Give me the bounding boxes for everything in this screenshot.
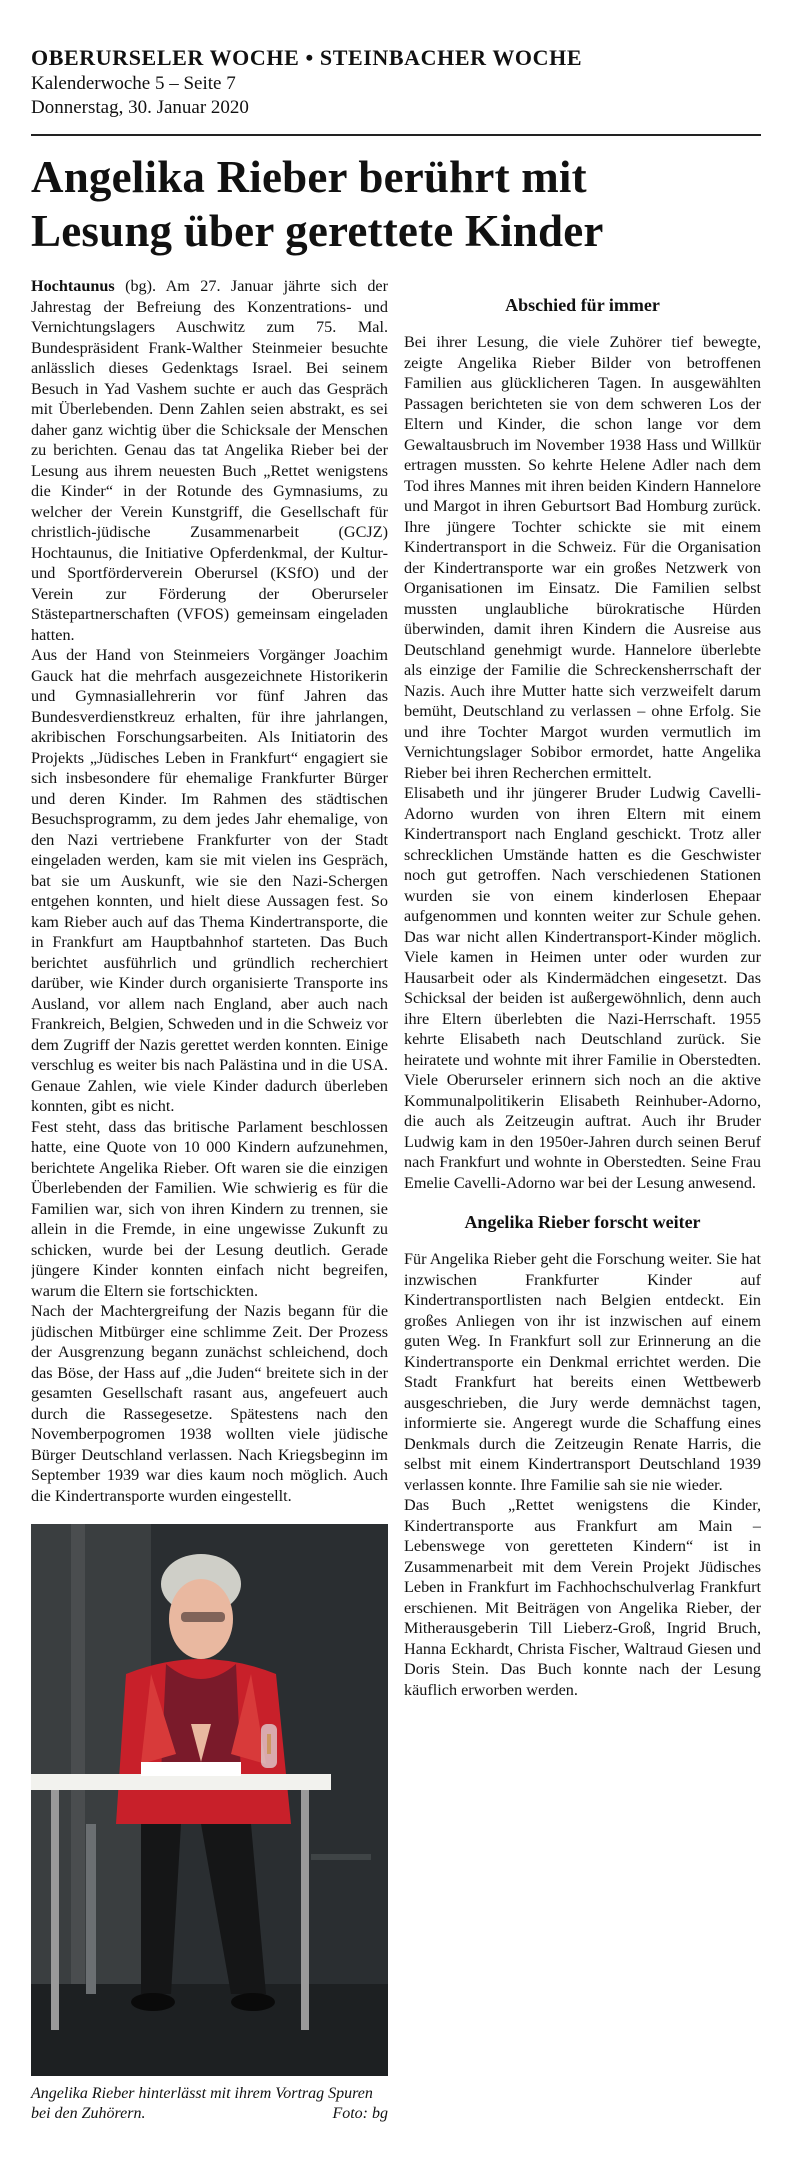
dateline-place: Hochtaunus [31,277,115,295]
article-paragraph: Fest steht, dass das britische Parlament beschlossen hatte, eine Quote von 10 000 Kindern aufzunehmen, berichtete Angelika Rieber. Oft waren sie die einzigen Überlebenden der Familien. Wie schwierig es für die Familien war, sich von ihren Kindern zu trennen, sie allein in die Fremde, in eine ungewisse Zukunft zu schicken, wurde bei der Lesung deutlich. Gerade jüngere Kinder konnten einfach nicht begreifen, warum die Eltern sie fortschickten. [31,1117,388,1300]
masthead [31,44,761,120]
article-paragraph: Elisabeth und ihr jüngerer Bruder Ludwig Cavelli-Adorno wurden von ihren Eltern mit einem Kindertransport nach England geschickt. Trotz aller schrecklichen Umstände hatten es die Geschwister noch gut getroffen. Nach verschiedenen Stationen wurden sie von einem kinderlosen Ehepaar aufgenommen und konnten weiter zur Schule gehen. Das war nicht allen Kindertransport-Kinder möglich. Viele kamen in Heimen unter oder wurden zur Hausarbeit oder als Kindermädchen eingesetzt. Das Schicksal der beiden ist außergewöhnlich, denn auch ihre Eltern überlebten die Nazi-Herrschaft. 1955 kehrte Elisabeth nach Deutschland zurück. Sie heiratete und wohnte mit ihrer Familie in Oberstedten. Viele Oberurseler erinnern sich noch an die aktive Kommunalpolitikerin Elisabeth Reinhuber-Adorno, die auch als Zeitzeugin auftrat. Auch ihr Bruder Ludwig kam in den 1950er-Jahren durch seinen Beruf nach Frankfurt und wohnte in Oberstedten. Seine Frau Emelie Cavelli-Adorno war bei der Lesung anwesend. [404,784,761,1192]
publication-name: OBERURSELER WOCHE • STEINBACHER WOCHE [31,45,583,70]
subheading-forscht-weiter: Angelika Rieber forscht weiter [464,1212,701,1232]
photo-reader-at-table [31,1524,388,2076]
photo-credit: Foto: bg [332,2105,388,2122]
article-paragraph: Nach der Machtergreifung der Nazis begann für die jüdischen Mitbürger eine schlimme Zeit. Der Prozess der Ausgrenzung begann zunächst schleichend, doch das Böse, der Hass auf „die Juden“ breitete sich in der gesamten Gesellschaft rasant aus, angefeuert auch durch die Rassegesetze. Spätestens nach den Novemberpogromen 1938 wollten viele jüdische Bürger Deutschland verlassen. Nach Kriegsbeginn im September 1939 war dies kaum noch möglich. Auch die Kindertransporte wurden eingestellt. [31,1302,388,1505]
issue-date: Donnerstag, 30. Januar 2020 [31,97,249,118]
paragraph-text: (bg). Am 27. Januar jährte sich der Jahrestag der Befreiung des Konzentrations- und Vernichtungslagers Auschwitz zum 75. Mal. Bundespräsident Frank-Walther Steinmeier besuchte anlässlich dieses Gedenktags Israel. Bei seinem Besuch in Yad Vashem suchte er auch das Gespräch mit Überlebenden. Denn Zahlen seien abstrakt, es sei daher ganz wichtig über die Schicksale der Menschen zu berichten. Genau das tat Angelika Rieber bei der Lesung aus ihrem neuesten Buch „Rettet wenigstens die Kinder“ in der Rotunde des Gymnasiums, zu welcher der Verein Kunstgriff, die Gesellschaft für christlich-jüdische Zusammenarbeit (GCJZ) Hochtaunus, die Initiative Opferdenkmal, der Kultur- und Sportförderverein Oberursel (KSfO) und der Verein zur Förderung der Oberurseler Stästepartnerschaften (VFOS) gemeinsam eingeladen hatten. [31,277,388,644]
article-photo [31,1524,388,2076]
headline-line-1: Angelika Rieber berührt mit [31,152,587,202]
photo-caption [31,2084,388,2124]
masthead-rule [31,134,761,136]
issue-info: Kalenderwoche 5 – Seite 7 [31,73,236,94]
article-headline [31,150,761,258]
article-paragraph: Für Angelika Rieber geht die Forschung weiter. Sie hat inzwischen Frankfurter Kinder auf Kindertransportlisten nach Belgien entdeckt. Ein großes Anliegen von ihr ist inzwischen auf einem guten Weg. In Frankfurt soll zur Erinnerung an die Kindertransporte ein Denkmal errichtet werden. Die Stadt Frankfurt hat bereits einen Wettbewerb ausgeschrieben, die Jury werde demnächst tagen, informierte sie. Angeregt wurde die Schaffung eines Denkmals durch die Zeitzeugin Renate Harris, die selbst mit einem Kindertransport Deutschland 1939 verlassen konnte. Ihre Familie sah sie nie wieder. [404,1250,761,1494]
article-column-2 [404,276,761,2156]
article-paragraph: Das Buch „Rettet wenigstens die Kinder, Kindertransporte aus Frankfurt am Main – Lebenswege von geretteten Kindern“ ist in Zusammenarbeit mit dem Verein Projekt Jüdisches Leben in Frankfurt im Fachhochschulverlag Frankfurt erschienen. Mit Beiträgen von Angelika Rieber, der Mitherausgeberin Till Lieberz-Groß, Ingrid Bruch, Hanna Eckhardt, Christa Fischer, Waltraud Giesen und Doris Stein. Das Buch konnte nach der Lesung käuflich erworben werden. [404,1496,761,1699]
caption-text: Angelika Rieber hinterlässt mit ihrem Vortrag Spuren bei den Zuhörern. [31,2085,373,2122]
article-paragraph [31,276,388,645]
article-column-1 [31,276,388,1518]
headline-line-2: Lesung über gerettete Kinder [31,206,604,256]
article-paragraph: Aus der Hand von Steinmeiers Vorgänger Joachim Gauck hat die mehrfach ausgezeichnete Historikerin und Gymnasiallehrerin vor fünf Jahren das Bundesverdienstkreuz erhalten, für ihre jahrlangen, akribischen Forschungsarbeiten. Als Initiatorin des Projekts „Jüdisches Leben in Frankfurt“ engagiert sie sich insbesondere für ehemalige Frankfurter Bürger und deren Kinder. Im Rahmen des städtischen Besuchsprogramm, zu dem jedes Jahr ehemalige, von den Nazi vertriebene Frankfurter von der Stadt eingeladen werden, kam sie mit vielen ins Gespräch, bat sie um Auskunft, wie sie den Nazi-Schergen entgehen konnten, und hielt diese Aussagen fest. So kam Rieber auch auf das Thema Kindertransporte, die in Frankfurt am Hauptbahnhof starteten. Das Buch berichtet ausführlich und gründlich recherchiert darüber, wie Kinder durch organisierte Transporte ins Ausland, vor allem nach England, aber auch nach Frankreich, Belgien, Schweden und in die Schweiz vor dem Zugriff der Nazis gerettet werden konnten. Einige verschlug es weiter bis nach Palästina und in die USA. Genaue Zahlen, wie viele Kinder dadurch überleben konnten, gibt es nicht. [31,646,388,1115]
subheading-abschied: Abschied für immer [505,295,660,315]
article-paragraph: Bei ihrer Lesung, die viele Zuhörer tief bewegte, zeigte Angelika Rieber Bilder von betroffenen Familien aus glücklicheren Tagen. In ausgewählten Passagen berichteten sie von dem schweren Los der Eltern und Kinder, die schon lange vor dem Gewaltausbruch im November 1938 Hass und Willkür ertragen mussten. So kehrte Helene Adler nach dem Tod ihres Mannes mit ihren beiden Kindern Hannelore und Margot in ihren Geburtsort Bad Homburg zurück. Ihre jüngere Tochter schickte sie mit einem Kindertransport in die Schweiz. Für die Organisation der Kindertransporte war ein großes Netzwerk von Organisationen im Einsatz. Die Familien selbst mussten unglaubliche bürokratische Hürden überwinden, damit ihren Kindern die Ausreise aus Deutschland genehmigt wurde. Hannelore überlebte als einzige der Familie die Schreckensherrschaft der Nazis. Auch ihre Mutter hatte sich verzweifelt darum bemüht, Deutschland zu verlassen – ohne Erfolg. Sie und ihre Tochter Margot wurden vermutlich im Vernichtungslager Sobibor ermordet, hatte Angelika Rieber bei ihren Recherchen ermittelt. [404,333,761,782]
